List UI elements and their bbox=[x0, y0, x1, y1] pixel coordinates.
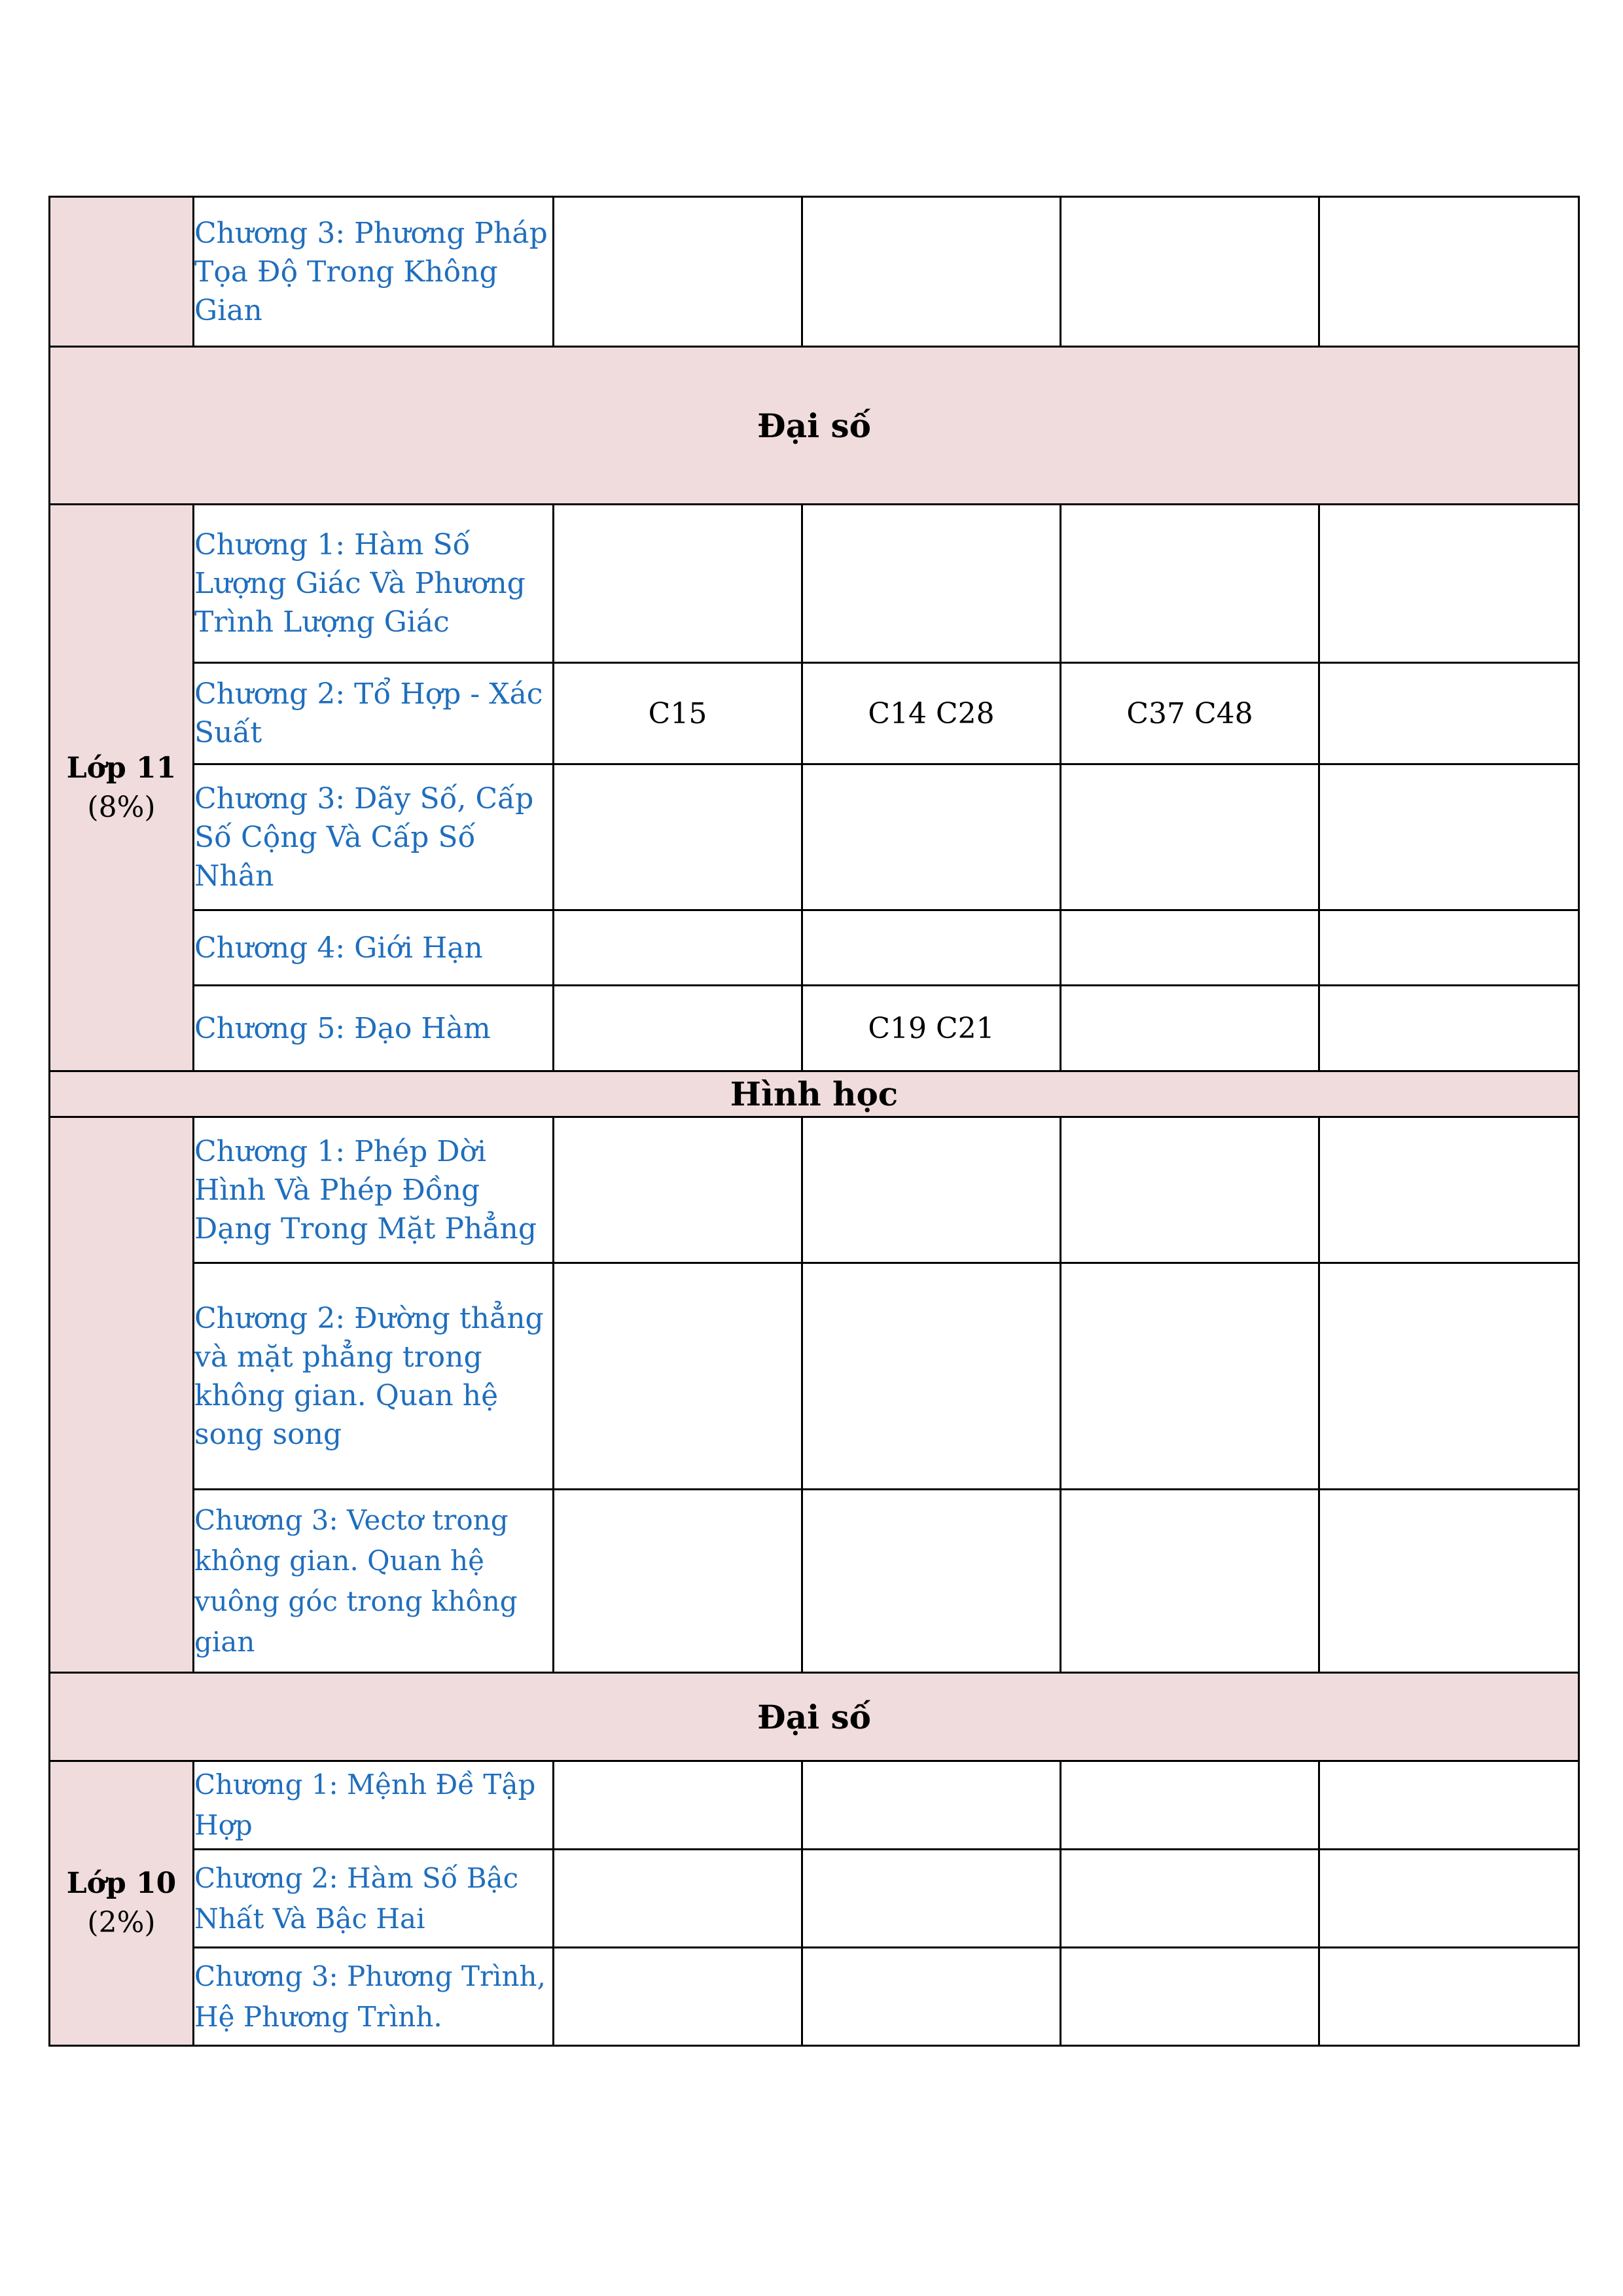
chapter-cell: Chương 2: Đường thẳng và mặt phẳng trong không gian. Quan hệ song song bbox=[194, 1263, 554, 1490]
table-row bbox=[50, 663, 1579, 764]
value-cell bbox=[802, 1850, 1061, 1948]
chapter-cell: Chương 1: Mệnh Đề Tập Hợp bbox=[194, 1761, 554, 1850]
chapter-cell: Chương 2: Tổ Hợp - Xác Suất bbox=[194, 663, 554, 764]
value-cell: C14 C28 bbox=[802, 663, 1061, 764]
value-cell bbox=[554, 910, 802, 986]
value-cell bbox=[802, 1490, 1061, 1673]
value-cell bbox=[554, 1850, 802, 1948]
value-cell bbox=[1061, 764, 1319, 910]
value-cell bbox=[802, 197, 1061, 347]
chapter-cell: Chương 5: Đạo Hàm bbox=[194, 986, 554, 1071]
table-row bbox=[50, 986, 1579, 1071]
table-row bbox=[50, 1490, 1579, 1673]
grade-name: Lớp 11 bbox=[66, 751, 177, 785]
grade-cell bbox=[50, 1117, 194, 1673]
chapter-cell: Chương 3: Dãy Số, Cấp Số Cộng Và Cấp Số Nhân bbox=[194, 764, 554, 910]
value-cell bbox=[1319, 1761, 1579, 1850]
section-heading: Đại số bbox=[50, 1673, 1579, 1761]
chapter-cell: Chương 3: Phương Trình, Hệ Phương Trình. bbox=[194, 1948, 554, 2046]
value-cell bbox=[802, 910, 1061, 986]
value-cell bbox=[1319, 1850, 1579, 1948]
value-cell bbox=[1319, 1948, 1579, 2046]
value-cell bbox=[554, 986, 802, 1071]
section-row bbox=[50, 1071, 1579, 1117]
value-cell bbox=[554, 197, 802, 347]
value-cell bbox=[802, 1948, 1061, 2046]
chapter-cell: Chương 2: Hàm Số Bậc Nhất Và Bậc Hai bbox=[194, 1850, 554, 1948]
chapter-cell: Chương 1: Hàm Số Lượng Giác Và Phương Trình Lượng Giác bbox=[194, 505, 554, 663]
value-cell bbox=[1319, 505, 1579, 663]
value-cell bbox=[1061, 1850, 1319, 1948]
value-cell bbox=[1061, 1761, 1319, 1850]
chapter-cell: Chương 3: Phương Pháp Tọa Độ Trong Không Gian bbox=[194, 197, 554, 347]
value-cell bbox=[1319, 1263, 1579, 1490]
value-cell bbox=[554, 1761, 802, 1850]
value-cell bbox=[1061, 505, 1319, 663]
value-cell bbox=[1319, 663, 1579, 764]
grade-cell bbox=[50, 197, 194, 347]
section-row bbox=[50, 1673, 1579, 1761]
chapter-cell: Chương 1: Phép Dời Hình Và Phép Đồng Dạng Trong Mặt Phẳng bbox=[194, 1117, 554, 1263]
grade-percent: (8%) bbox=[87, 790, 156, 824]
table-row bbox=[50, 1948, 1579, 2046]
chapter-cell: Chương 3: Vectơ trong không gian. Quan hệ vuông góc trong không gian bbox=[194, 1490, 554, 1673]
value-cell bbox=[554, 1490, 802, 1673]
table-row bbox=[50, 1761, 1579, 1850]
value-cell bbox=[1319, 910, 1579, 986]
value-cell: C19 C21 bbox=[802, 986, 1061, 1071]
value-cell bbox=[554, 1117, 802, 1263]
section-heading: Đại số bbox=[50, 347, 1579, 505]
table-row bbox=[50, 1850, 1579, 1948]
table-row bbox=[50, 1117, 1579, 1263]
value-cell bbox=[1061, 1490, 1319, 1673]
value-cell: C37 C48 bbox=[1061, 663, 1319, 764]
value-cell bbox=[554, 1948, 802, 2046]
table-row bbox=[50, 1263, 1579, 1490]
value-cell bbox=[554, 505, 802, 663]
value-cell bbox=[1319, 1117, 1579, 1263]
value-cell: C15 bbox=[554, 663, 802, 764]
value-cell bbox=[802, 1761, 1061, 1850]
value-cell bbox=[1061, 1263, 1319, 1490]
grade-percent: (2%) bbox=[87, 1906, 156, 1939]
value-cell bbox=[554, 1263, 802, 1490]
value-cell bbox=[1061, 197, 1319, 347]
grade-cell bbox=[50, 1761, 194, 2046]
section-row bbox=[50, 347, 1579, 505]
grade-name: Lớp 10 bbox=[66, 1867, 177, 1900]
value-cell bbox=[1319, 197, 1579, 347]
table-row bbox=[50, 505, 1579, 663]
value-cell bbox=[1061, 1117, 1319, 1263]
table-row bbox=[50, 197, 1579, 347]
section-heading: Hình học bbox=[50, 1071, 1579, 1117]
value-cell bbox=[802, 764, 1061, 910]
value-cell bbox=[802, 1117, 1061, 1263]
value-cell bbox=[1319, 764, 1579, 910]
value-cell bbox=[1319, 986, 1579, 1071]
chapter-cell: Chương 4: Giới Hạn bbox=[194, 910, 554, 986]
value-cell bbox=[554, 764, 802, 910]
exam-matrix-table bbox=[48, 196, 1580, 2047]
grade-cell bbox=[50, 505, 194, 1071]
value-cell bbox=[1061, 986, 1319, 1071]
table-row bbox=[50, 910, 1579, 986]
value-cell bbox=[1061, 910, 1319, 986]
table-row bbox=[50, 764, 1579, 910]
value-cell bbox=[802, 1263, 1061, 1490]
value-cell bbox=[1061, 1948, 1319, 2046]
value-cell bbox=[802, 505, 1061, 663]
value-cell bbox=[1319, 1490, 1579, 1673]
